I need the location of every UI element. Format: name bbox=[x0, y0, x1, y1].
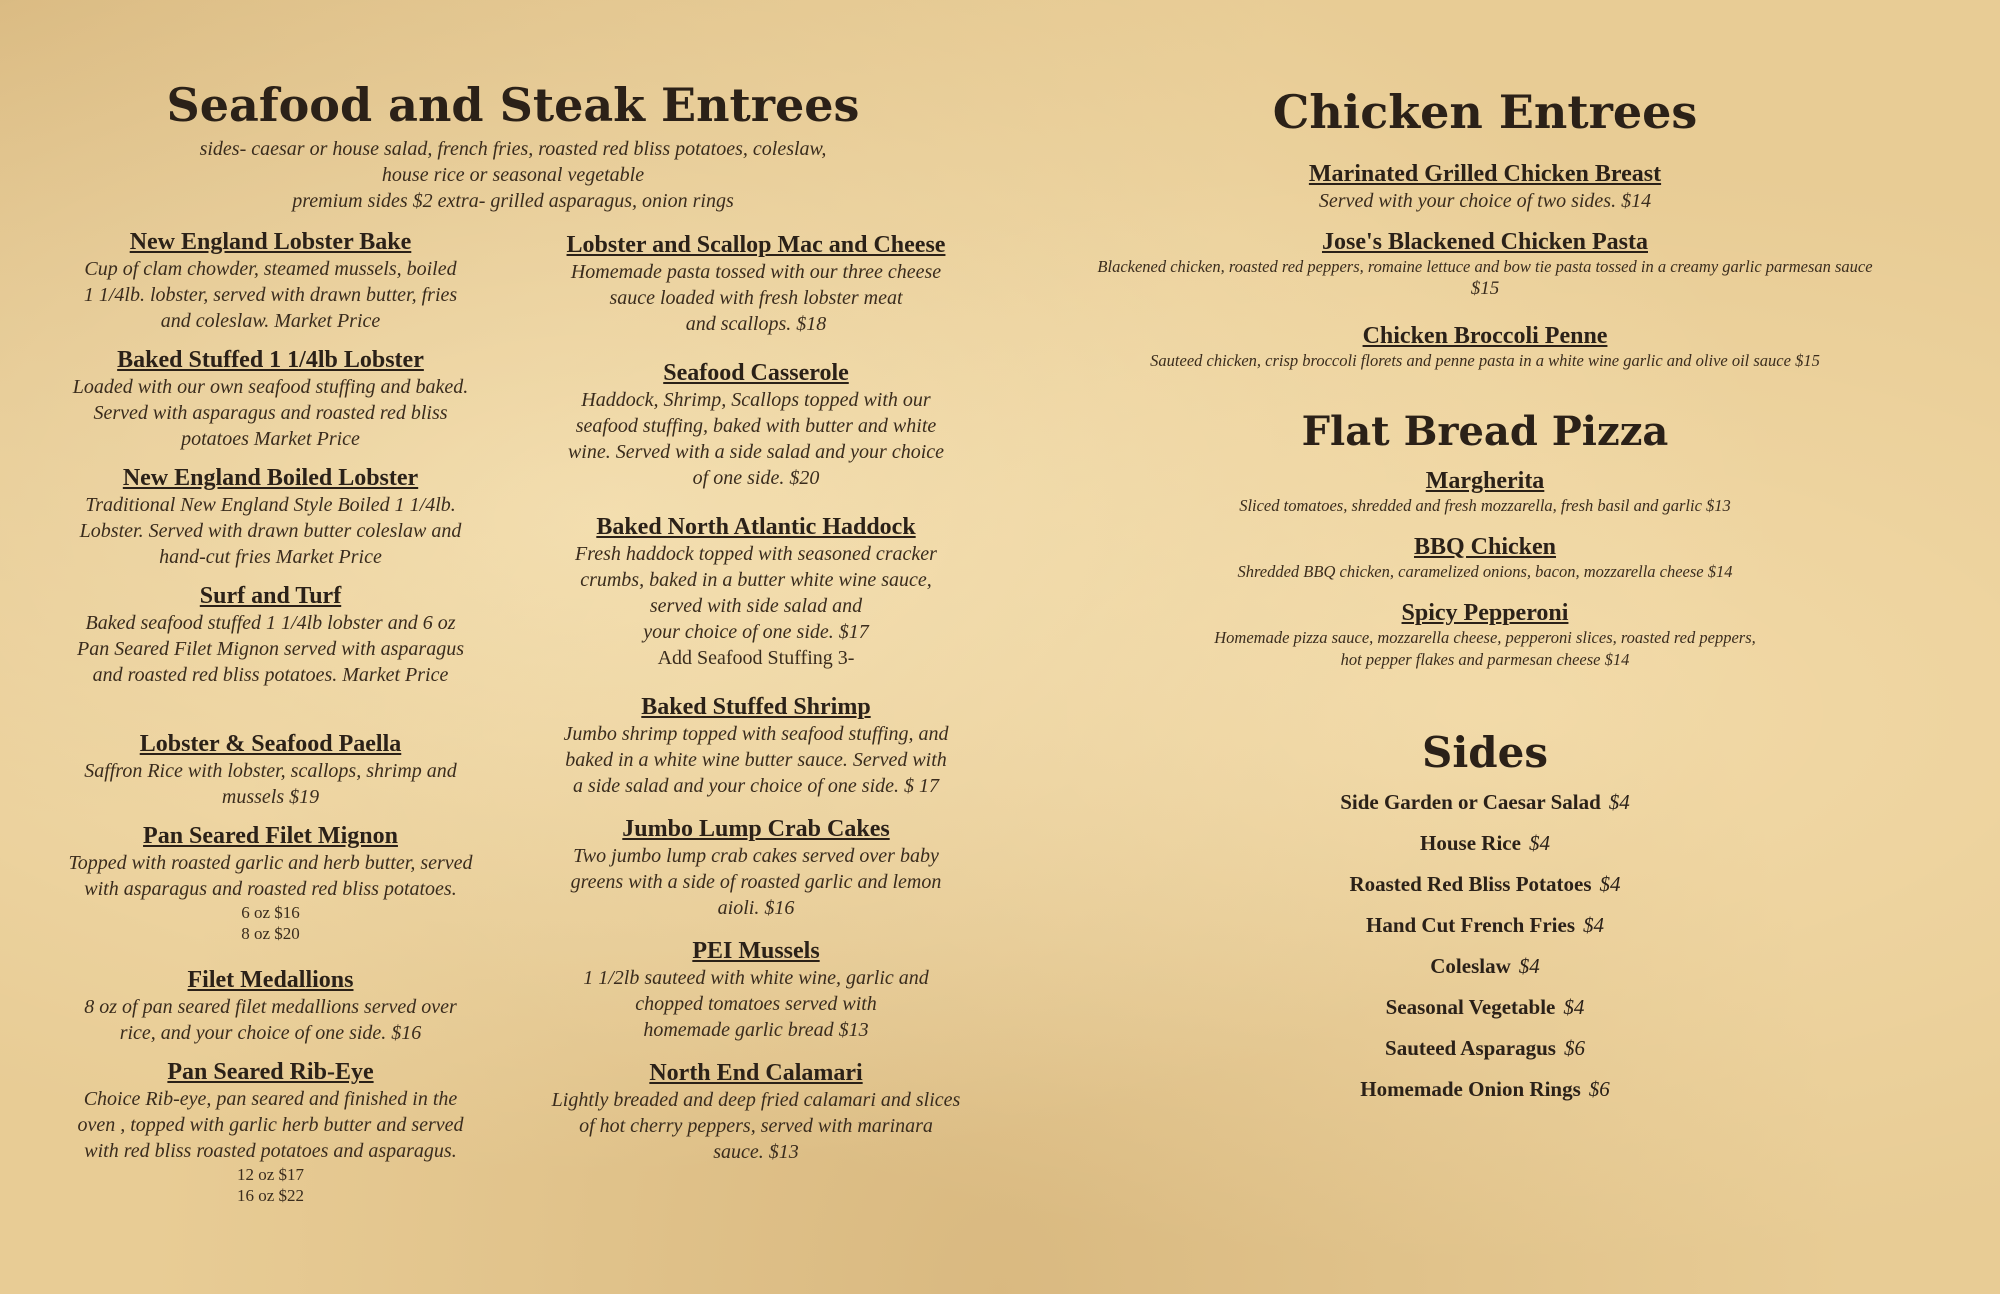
desc-line: Lightly breaded and deep fried calamari and slices bbox=[551, 1089, 961, 1111]
desc-line: Fresh haddock topped with seasoned cracker bbox=[575, 543, 937, 565]
menu-item bbox=[525, 231, 987, 337]
side-item bbox=[1000, 823, 1970, 864]
intro-line: house rice or seasonal vegetable bbox=[381, 164, 645, 186]
menu-item bbox=[1000, 599, 1970, 671]
menu-item-desc bbox=[28, 610, 513, 688]
menu-item-name: Baked North Atlantic Haddock bbox=[596, 514, 916, 540]
desc-line: 1 1/4lb. lobster, served with drawn butter, fries bbox=[83, 284, 458, 306]
menu-item-name: Chicken Broccoli Penne bbox=[1362, 323, 1608, 349]
desc-line: a side salad and your choice of one side. $ 17 bbox=[572, 775, 940, 797]
side-item-name: Roasted Red Bliss Potatoes bbox=[1349, 872, 1592, 896]
menu-item bbox=[28, 582, 513, 688]
menu-item-name: Filet Medallions bbox=[187, 967, 354, 993]
desc-line: greens with a side of roasted garlic and lemon bbox=[570, 871, 942, 893]
menu-item-desc bbox=[1000, 627, 1970, 671]
side-item-name: Sauteed Asparagus bbox=[1385, 1036, 1556, 1060]
desc-line: with asparagus and roasted red bliss potatoes. bbox=[84, 878, 457, 900]
desc-line: homemade garlic bread $13 bbox=[643, 1019, 869, 1041]
desc-line: oven , topped with garlic herb butter and served bbox=[77, 1114, 464, 1136]
desc-line: potatoes Market Price bbox=[181, 428, 360, 450]
menu-item-name: Marinated Grilled Chicken Breast bbox=[1308, 161, 1662, 187]
desc-line: Baked seafood stuffed 1 1/4lb lobster and 6 oz bbox=[85, 612, 456, 634]
menu-item bbox=[28, 228, 513, 334]
side-item-name: Hand Cut French Fries bbox=[1365, 913, 1576, 937]
side-item-price: $4 bbox=[1528, 831, 1550, 855]
side-item-price: $4 bbox=[1583, 913, 1605, 937]
menu-item-name: BBQ Chicken bbox=[1413, 534, 1557, 560]
menu-item-sizes bbox=[28, 902, 513, 944]
desc-line: with red bliss roasted potatoes and asparagus. bbox=[84, 1140, 457, 1162]
menu-item-name: Spicy Pepperoni bbox=[1401, 600, 1569, 626]
sides-title: Sides bbox=[1421, 728, 1549, 777]
menu-item-name: Lobster & Seafood Paella bbox=[139, 731, 402, 757]
menu-item-desc bbox=[28, 994, 513, 1046]
side-item bbox=[1000, 905, 1970, 946]
menu-item-name: Seafood Casserole bbox=[663, 360, 849, 386]
menu-item-name: Baked Stuffed 1 1/4lb Lobster bbox=[117, 347, 424, 373]
desc-line: 8 oz of pan seared filet medallions served over bbox=[84, 996, 457, 1018]
menu-item-name: Baked Stuffed Shrimp bbox=[641, 694, 871, 720]
menu-item bbox=[28, 464, 513, 570]
menu-item bbox=[1000, 228, 1970, 300]
side-item bbox=[1000, 946, 1970, 987]
menu-item bbox=[1000, 533, 1970, 583]
size-price: 16 oz $22 bbox=[236, 1186, 305, 1205]
side-item-price: $4 bbox=[1599, 872, 1621, 896]
menu-item-desc: Served with your choice of two sides. $14 bbox=[1318, 190, 1652, 212]
desc-line: Served with asparagus and roasted red bliss bbox=[93, 402, 448, 424]
pizza-title: Flat Bread Pizza bbox=[1301, 408, 1669, 455]
size-price: 6 oz $16 bbox=[241, 903, 300, 922]
seafood-steak-intro bbox=[113, 136, 913, 214]
desc-line: wine. Served with a side salad and your choice bbox=[567, 441, 945, 463]
desc-line: Homemade pizza sauce, mozzarella cheese, pepperoni slices, roasted red peppers, bbox=[1214, 628, 1756, 647]
side-item bbox=[1000, 864, 1970, 905]
desc-line: Traditional New England Style Boiled 1 1/4lb. bbox=[85, 494, 456, 516]
desc-line: Lobster. Served with drawn butter coleslaw and bbox=[79, 520, 462, 542]
menu-item-name: Margherita bbox=[1425, 468, 1545, 494]
intro-line: premium sides $2 extra- grilled asparagus, onion rings bbox=[292, 190, 734, 212]
menu-item-name: Jumbo Lump Crab Cakes bbox=[622, 816, 890, 842]
seafood-left-column bbox=[28, 228, 513, 1218]
side-item bbox=[1000, 1069, 1970, 1110]
desc-line: sauce loaded with fresh lobster meat bbox=[609, 287, 903, 309]
menu-item-desc bbox=[525, 721, 987, 799]
pizza-items bbox=[1000, 467, 1970, 683]
side-item-name: Seasonal Vegetable bbox=[1385, 995, 1556, 1019]
menu-item-addon: Add Seafood Stuffing 3- bbox=[657, 647, 855, 669]
desc-line: Saffron Rice with lobster, scallops, shrimp and bbox=[84, 760, 457, 782]
side-item bbox=[1000, 782, 1970, 823]
desc-line: and coleslaw. Market Price bbox=[160, 310, 381, 332]
menu-item-desc bbox=[28, 374, 513, 452]
menu-item bbox=[28, 730, 513, 810]
menu-item-desc: Sliced tomatoes, shredded and fresh mozzarella, fresh basil and garlic $13 bbox=[1239, 496, 1731, 515]
menu-item bbox=[28, 822, 513, 944]
desc-line: seafood stuffing, baked with butter and white bbox=[575, 415, 937, 437]
menu-item-sizes bbox=[28, 1164, 513, 1206]
desc-line: Jumbo shrimp topped with seafood stuffing, and bbox=[563, 723, 949, 745]
desc-line: aioli. $16 bbox=[717, 897, 795, 919]
menu-item bbox=[525, 359, 987, 491]
menu-item bbox=[525, 1059, 987, 1165]
intro-line: sides- caesar or house salad, french fries, roasted red bliss potatoes, coleslaw, bbox=[199, 138, 827, 160]
side-item bbox=[1000, 987, 1970, 1028]
desc-line: Haddock, Shrimp, Scallops topped with our bbox=[581, 389, 931, 411]
seafood-right-column bbox=[525, 231, 987, 1177]
menu-item bbox=[28, 1058, 513, 1206]
menu-item-desc bbox=[525, 259, 987, 337]
desc-line: of one side. $20 bbox=[692, 467, 820, 489]
desc-line: Two jumbo lump crab cakes served over baby bbox=[573, 845, 939, 867]
menu-item-desc bbox=[28, 492, 513, 570]
desc-line: of hot cherry peppers, served with marinara bbox=[579, 1115, 933, 1137]
menu-item-desc bbox=[28, 1086, 513, 1164]
menu-item-desc bbox=[525, 965, 987, 1043]
chicken-title: Chicken Entrees bbox=[1272, 85, 1698, 139]
desc-line: Topped with roasted garlic and herb butter, served bbox=[68, 852, 473, 874]
sides-list bbox=[1000, 782, 1970, 1110]
menu-item-name: New England Lobster Bake bbox=[129, 229, 412, 255]
size-price: 12 oz $17 bbox=[236, 1165, 305, 1184]
side-item-price: $6 bbox=[1588, 1077, 1610, 1101]
desc-line: 1 1/2lb sauteed with white wine, garlic and bbox=[583, 967, 929, 989]
menu-item-desc bbox=[28, 758, 513, 810]
desc-line: Cup of clam chowder, steamed mussels, boiled bbox=[84, 258, 457, 280]
side-item bbox=[1000, 1028, 1970, 1069]
menu-item-desc bbox=[525, 387, 987, 491]
menu-item-name: Pan Seared Filet Mignon bbox=[143, 823, 398, 849]
side-item-price: $4 bbox=[1608, 790, 1630, 814]
menu-item bbox=[525, 513, 987, 671]
menu-item bbox=[525, 937, 987, 1043]
desc-line: chopped tomatoes served with bbox=[635, 993, 877, 1015]
size-price: 8 oz $20 bbox=[241, 924, 300, 943]
menu-item bbox=[525, 815, 987, 921]
menu-item-name: PEI Mussels bbox=[692, 938, 820, 964]
menu-item bbox=[525, 693, 987, 799]
desc-line: Pan Seared Filet Mignon served with asparagus bbox=[77, 638, 464, 660]
chicken-items bbox=[1000, 160, 1970, 384]
desc-line: hot pepper flakes and parmesan cheese $14 bbox=[1340, 650, 1630, 669]
desc-line: Homemade pasta tossed with our three cheese bbox=[570, 261, 942, 283]
side-item-price: $4 bbox=[1518, 954, 1540, 978]
menu-item-desc bbox=[1000, 256, 1970, 300]
menu-item-name: Jose's Blackened Chicken Pasta bbox=[1321, 229, 1648, 255]
desc-line: served with side salad and bbox=[649, 595, 863, 617]
desc-line: your choice of one side. $17 bbox=[643, 621, 869, 643]
menu-item-desc: Shredded BBQ chicken, caramelized onions, bacon, mozzarella cheese $14 bbox=[1237, 562, 1733, 581]
menu-item-desc bbox=[28, 256, 513, 334]
menu-item bbox=[1000, 467, 1970, 517]
menu-item-desc bbox=[525, 1087, 987, 1165]
side-item-name: Coleslaw bbox=[1430, 954, 1511, 978]
side-item-price: $6 bbox=[1563, 1036, 1585, 1060]
desc-line: rice, and your choice of one side. $16 bbox=[119, 1022, 422, 1044]
desc-line: mussels $19 bbox=[221, 786, 320, 808]
side-item-name: Homemade Onion Rings bbox=[1360, 1077, 1581, 1101]
menu-item-desc: Sauteed chicken, crisp broccoli florets and penne pasta in a white wine garlic and olive oil sauce $15 bbox=[1150, 351, 1820, 370]
menu-item-desc bbox=[28, 850, 513, 902]
desc-line: crumbs, baked in a butter white wine sauce, bbox=[580, 569, 932, 591]
desc-line: sauce. $13 bbox=[713, 1141, 799, 1163]
menu-item-desc bbox=[525, 541, 987, 645]
side-item-name: House Rice bbox=[1420, 831, 1521, 855]
desc-line: hand-cut fries Market Price bbox=[159, 546, 382, 568]
seafood-steak-title: Seafood and Steak Entrees bbox=[166, 78, 860, 132]
side-item-name: Side Garden or Caesar Salad bbox=[1340, 790, 1601, 814]
desc-line: Loaded with our own seafood stuffing and baked. bbox=[72, 376, 469, 398]
menu-item bbox=[28, 966, 513, 1046]
desc-line: and roasted red bliss potatoes. Market Price bbox=[92, 664, 449, 686]
menu-item-desc bbox=[525, 843, 987, 921]
menu-item-name: Lobster and Scallop Mac and Cheese bbox=[566, 232, 946, 258]
desc-line: and scallops. $18 bbox=[685, 313, 827, 335]
desc-line: Blackened chicken, roasted red peppers, romaine lettuce and bow tie pasta tossed in a creamy garlic parmesan sauce bbox=[1097, 257, 1873, 276]
menu-item bbox=[1000, 160, 1970, 214]
menu-item-name: Surf and Turf bbox=[199, 583, 342, 609]
menu-item-name: New England Boiled Lobster bbox=[122, 465, 419, 491]
side-item-price: $4 bbox=[1563, 995, 1585, 1019]
menu-item-name: North End Calamari bbox=[649, 1060, 863, 1086]
desc-line: Choice Rib-eye, pan seared and finished in the bbox=[83, 1088, 458, 1110]
menu-item bbox=[28, 346, 513, 452]
desc-line: $15 bbox=[1470, 278, 1500, 299]
desc-line: baked in a white wine butter sauce. Served with bbox=[565, 749, 947, 771]
menu-item bbox=[1000, 322, 1970, 372]
menu-item-name: Pan Seared Rib-Eye bbox=[167, 1059, 374, 1085]
